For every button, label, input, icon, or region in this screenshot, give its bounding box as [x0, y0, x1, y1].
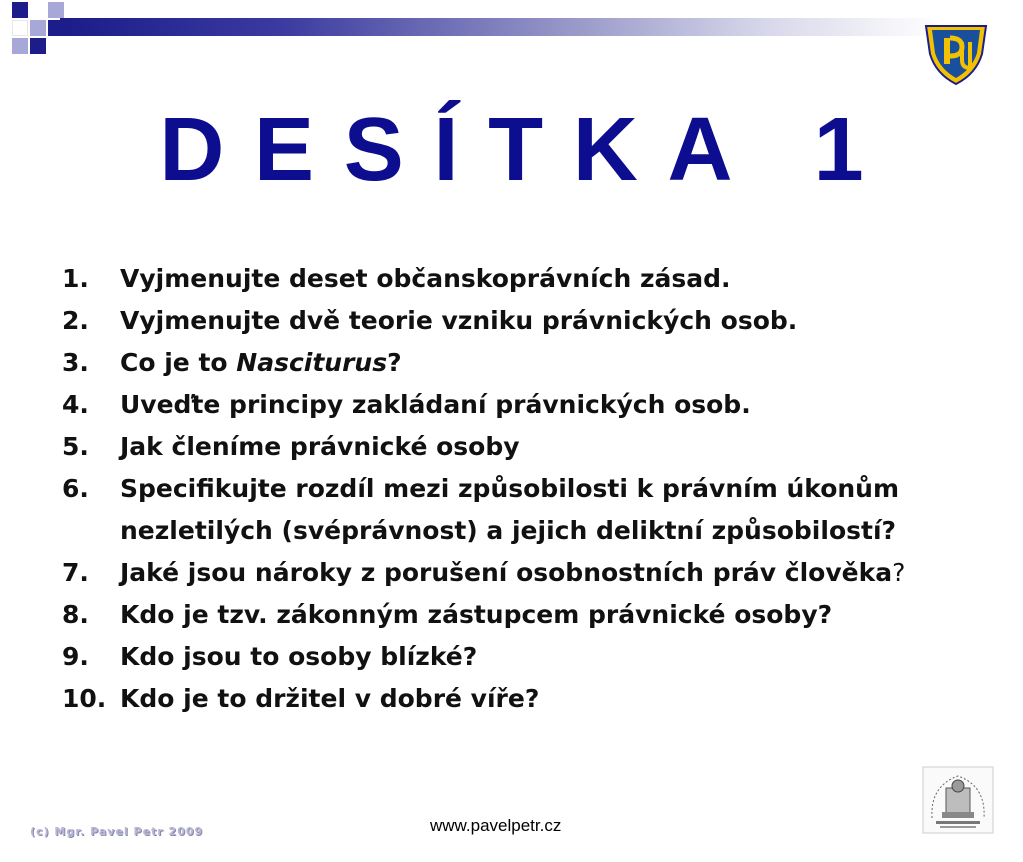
decor-square: [12, 2, 28, 18]
decor-square: [12, 20, 28, 36]
item-text: Specifikujte rozdíl mezi způsobilosti k právním úkonům nezletilých (svéprávnost) a jejich deliktní způsobilostí?: [120, 474, 900, 545]
item-text: Kdo je tzv. zákonným zástupcem právnické osoby?: [120, 600, 833, 629]
gradient-band: [60, 18, 940, 36]
item-number: 8.: [62, 600, 89, 629]
item-number: 4.: [62, 390, 89, 419]
decor-square: [30, 38, 46, 54]
list-item: [62, 426, 962, 468]
item-text: [120, 552, 962, 594]
header-decoration: [0, 0, 1023, 60]
university-shield-logo: [920, 20, 992, 86]
item-text: Uveďte principy zakládaní právnických osob.: [120, 390, 751, 419]
item-number: 5.: [62, 432, 89, 461]
item-text: Vyjmenujte deset občanskoprávních zásad.: [120, 264, 731, 293]
list-item: [62, 678, 962, 720]
decor-square: [12, 38, 28, 54]
item-number: 7.: [62, 558, 89, 587]
decor-square: [48, 20, 64, 36]
website-url: www.pavelpetr.cz: [430, 816, 562, 835]
item-text: Kdo jsou to osoby blízké?: [120, 642, 478, 671]
list-item: [62, 552, 962, 594]
item-number: 2.: [62, 306, 89, 335]
item-text-italic: Nasciturus: [236, 348, 388, 377]
question-list: [62, 258, 962, 720]
item-text-start: Co je to: [120, 348, 237, 377]
item-text-main: Jaké jsou nároky z porušení osobnostních práv člověka: [120, 558, 893, 587]
item-text: Vyjmenujte dvě teorie vzniku právnických osob.: [120, 306, 798, 335]
list-item: [62, 636, 962, 678]
item-number: 1.: [62, 264, 89, 293]
faculty-seal-logo: [922, 766, 994, 834]
item-number: 9.: [62, 642, 89, 671]
list-item: [62, 258, 962, 300]
item-text-end: ?: [387, 348, 402, 377]
copyright-text: (c) Mgr. Pavel Petr 2009: [30, 825, 204, 838]
list-item: [62, 384, 962, 426]
item-text: Jak členíme právnické osoby: [120, 432, 520, 461]
decor-square: [30, 2, 46, 18]
item-number: 10.: [62, 684, 107, 713]
list-item: [62, 342, 962, 384]
item-number: 6.: [62, 474, 89, 503]
item-text-end: ?: [892, 558, 906, 587]
item-text: Kdo je to držitel v dobré víře?: [120, 684, 540, 713]
list-item: [62, 468, 962, 552]
item-number: 3.: [62, 348, 89, 377]
page-title: DESÍTKA 1: [159, 100, 894, 200]
list-item: [62, 300, 962, 342]
list-item: [62, 594, 962, 636]
decor-square: [48, 2, 64, 18]
item-text: [120, 342, 962, 384]
decor-square: [30, 20, 46, 36]
